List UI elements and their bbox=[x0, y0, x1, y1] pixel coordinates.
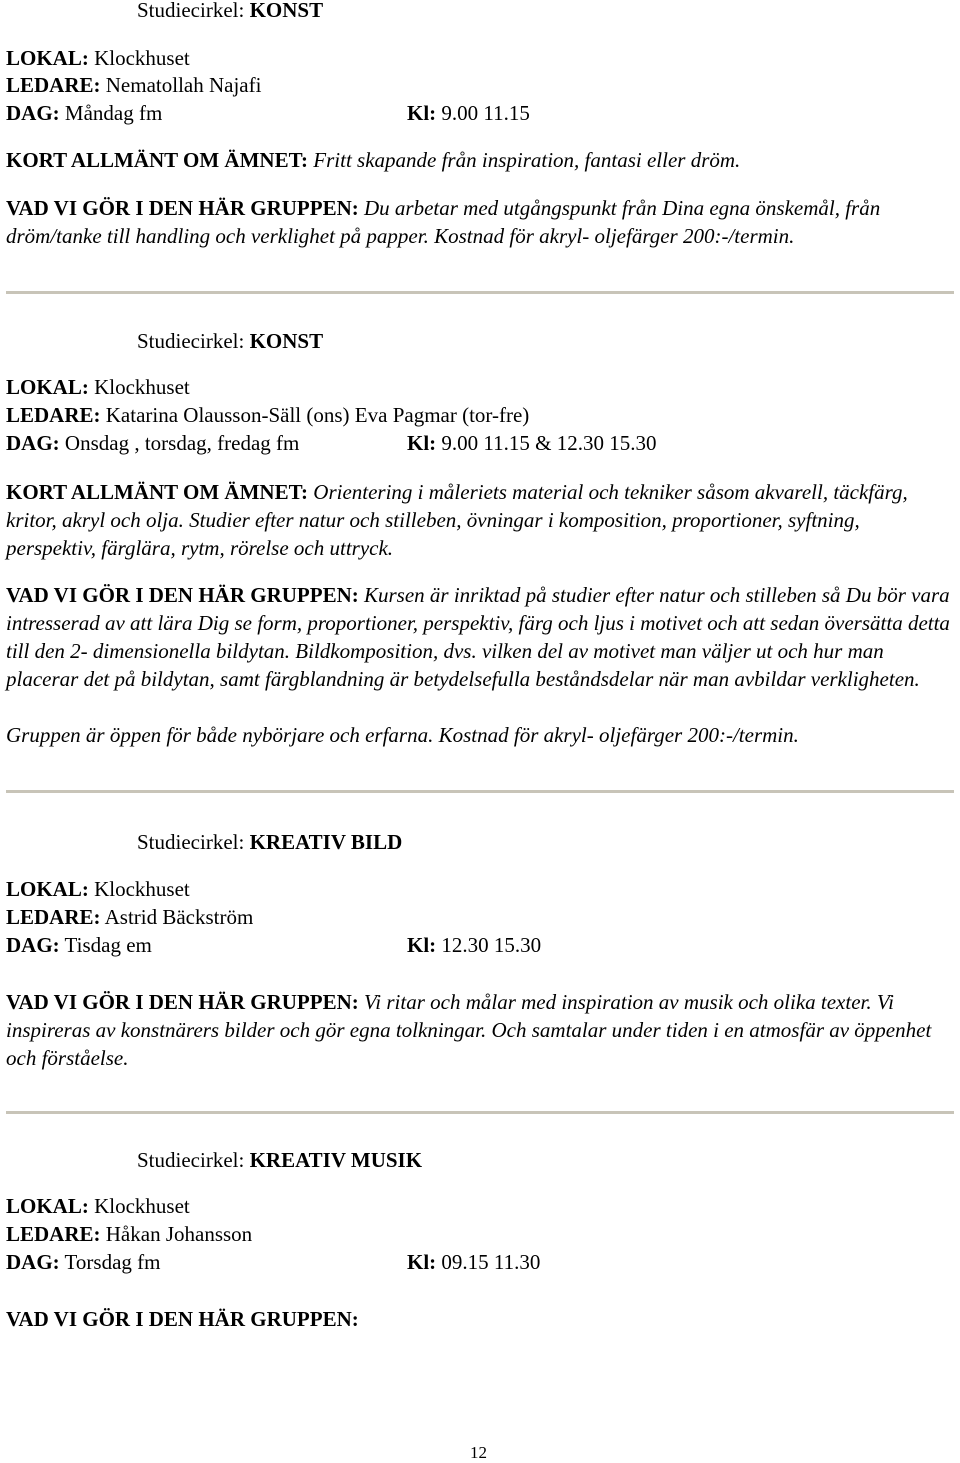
dag-label: DAG: bbox=[6, 933, 60, 957]
lokal-label: LOKAL: bbox=[6, 1194, 89, 1218]
lokal-line bbox=[6, 44, 190, 72]
ledare-value: Katarina Olausson-Säll (ons) Eva Pagmar (tor-fre) bbox=[105, 403, 530, 427]
dag-value: Måndag fm bbox=[64, 101, 163, 125]
vad-label: VAD VI GÖR I DEN HÄR GRUPPEN: bbox=[6, 990, 359, 1014]
kl-label: Kl: bbox=[407, 933, 437, 957]
heading-topic: KONST bbox=[249, 329, 324, 353]
dag-line bbox=[6, 99, 162, 127]
kl-label: Kl: bbox=[407, 431, 437, 455]
section-heading bbox=[137, 828, 402, 856]
section-heading bbox=[137, 0, 323, 24]
kl-value: 09.15 11.30 bbox=[441, 1250, 541, 1274]
heading-prefix: Studiecirkel: bbox=[137, 0, 245, 22]
vad-label: VAD VI GÖR I DEN HÄR GRUPPEN: bbox=[6, 1307, 359, 1331]
ledare-label: LEDARE: bbox=[6, 1222, 101, 1246]
vad-paragraph bbox=[6, 581, 954, 693]
heading-prefix: Studiecirkel: bbox=[137, 1148, 245, 1172]
vad-label: VAD VI GÖR I DEN HÄR GRUPPEN: bbox=[6, 583, 359, 607]
ledare-line bbox=[6, 71, 261, 99]
kort-paragraph bbox=[6, 478, 954, 562]
dag-label: DAG: bbox=[6, 1250, 60, 1274]
vad-text: Vi ritar och målar med inspiration av musik och olika texter. Vi inspireras av konstnärers bilder och gör egna tolkningar. Och samtalar under tiden i en atmosfär av öppenhet och förståelse. bbox=[6, 990, 932, 1070]
vad-label: VAD VI GÖR I DEN HÄR GRUPPEN: bbox=[6, 196, 359, 220]
section-heading bbox=[137, 327, 323, 355]
kort-text: Fritt skapande från inspiration, fantasi eller dröm. bbox=[313, 148, 741, 172]
vad-text: Kursen är inriktad på studier efter natur och stilleben så Du bör vara intresserad av att lära Dig se form, proportioner, perspektiv, färg och ljus i motivet och att sedan översätta detta till den 2- dimensionella bildytan. Bildkomposition, dvs. vilken del av motivet man väljer ut och hur man placerar det på bildytan, samt färgblandning är betydelsefulla beståndsdelar när man avbildar verkligheten. bbox=[6, 583, 950, 691]
ledare-label: LEDARE: bbox=[6, 403, 101, 427]
lokal-value: Klockhuset bbox=[94, 877, 190, 901]
section-divider bbox=[6, 790, 954, 793]
lokal-value: Klockhuset bbox=[94, 46, 190, 70]
section-heading bbox=[137, 1146, 422, 1174]
lokal-value: Klockhuset bbox=[94, 375, 190, 399]
dag-value: Torsdag fm bbox=[64, 1250, 161, 1274]
section-divider bbox=[6, 291, 954, 294]
kl-line bbox=[407, 1248, 540, 1276]
kl-value: 9.00 11.15 bbox=[441, 101, 530, 125]
dag-value: Onsdag , torsdag, fredag fm bbox=[64, 431, 300, 455]
heading-topic: KONST bbox=[249, 0, 324, 22]
heading-prefix: Studiecirkel: bbox=[137, 329, 245, 353]
vad-text: Du arbetar med utgångspunkt från Dina egna önskemål, från dröm/tanke till handling och verklighet på papper. Kostnad för akryl- oljefärger 200:-/termin. bbox=[6, 196, 881, 248]
ledare-label: LEDARE: bbox=[6, 905, 101, 929]
ledare-value: Nematollah Najafi bbox=[105, 73, 262, 97]
dag-label: DAG: bbox=[6, 101, 60, 125]
lokal-label: LOKAL: bbox=[6, 877, 89, 901]
kl-label: Kl: bbox=[407, 1250, 437, 1274]
lokal-label: LOKAL: bbox=[6, 46, 89, 70]
lokal-line bbox=[6, 875, 190, 903]
ledare-line bbox=[6, 903, 253, 931]
dag-label: DAG: bbox=[6, 431, 60, 455]
ledare-line bbox=[6, 1220, 252, 1248]
lokal-label: LOKAL: bbox=[6, 375, 89, 399]
heading-topic: KREATIV MUSIK bbox=[249, 1148, 423, 1172]
dag-value: Tisdag em bbox=[64, 933, 152, 957]
kl-line bbox=[407, 99, 530, 127]
ledare-value: Håkan Johansson bbox=[105, 1222, 253, 1246]
dag-line bbox=[6, 931, 152, 959]
ledare-value: Astrid Bäckström bbox=[104, 905, 254, 929]
heading-topic: KREATIV BILD bbox=[249, 830, 403, 854]
heading-prefix: Studiecirkel: bbox=[137, 830, 245, 854]
kl-line bbox=[407, 931, 541, 959]
extra-paragraph bbox=[6, 721, 954, 749]
kort-label: KORT ALLMÄNT OM ÄMNET: bbox=[6, 148, 309, 172]
dag-line bbox=[6, 1248, 160, 1276]
vad-paragraph bbox=[6, 194, 954, 250]
vad-paragraph bbox=[6, 988, 954, 1072]
kort-paragraph bbox=[6, 146, 954, 174]
kl-label: Kl: bbox=[407, 101, 437, 125]
kort-label: KORT ALLMÄNT OM ÄMNET: bbox=[6, 480, 309, 504]
kl-value: 12.30 15.30 bbox=[441, 933, 542, 957]
page-number: 12 bbox=[470, 1443, 487, 1462]
kl-line bbox=[407, 429, 656, 457]
vad-paragraph bbox=[6, 1305, 954, 1333]
ledare-line bbox=[6, 401, 529, 429]
lokal-value: Klockhuset bbox=[94, 1194, 190, 1218]
ledare-label: LEDARE: bbox=[6, 73, 101, 97]
lokal-line bbox=[6, 1192, 190, 1220]
dag-line bbox=[6, 429, 299, 457]
section-divider bbox=[6, 1111, 954, 1114]
kort-text: Orientering i måleriets material och tekniker såsom akvarell, täckfärg, kritor, akryl och olja. Studier efter natur och stilleben, övningar i komposition, proportioner, syftning, perspektiv, färglära, rytm, rörelse och uttryck. bbox=[6, 480, 908, 560]
lokal-line bbox=[6, 373, 190, 401]
kl-value: 9.00 11.15 & 12.30 15.30 bbox=[441, 431, 657, 455]
extra-text: Gruppen är öppen för både nybörjare och erfarna. Kostnad för akryl- oljefärger 200:-/termin. bbox=[6, 723, 799, 747]
